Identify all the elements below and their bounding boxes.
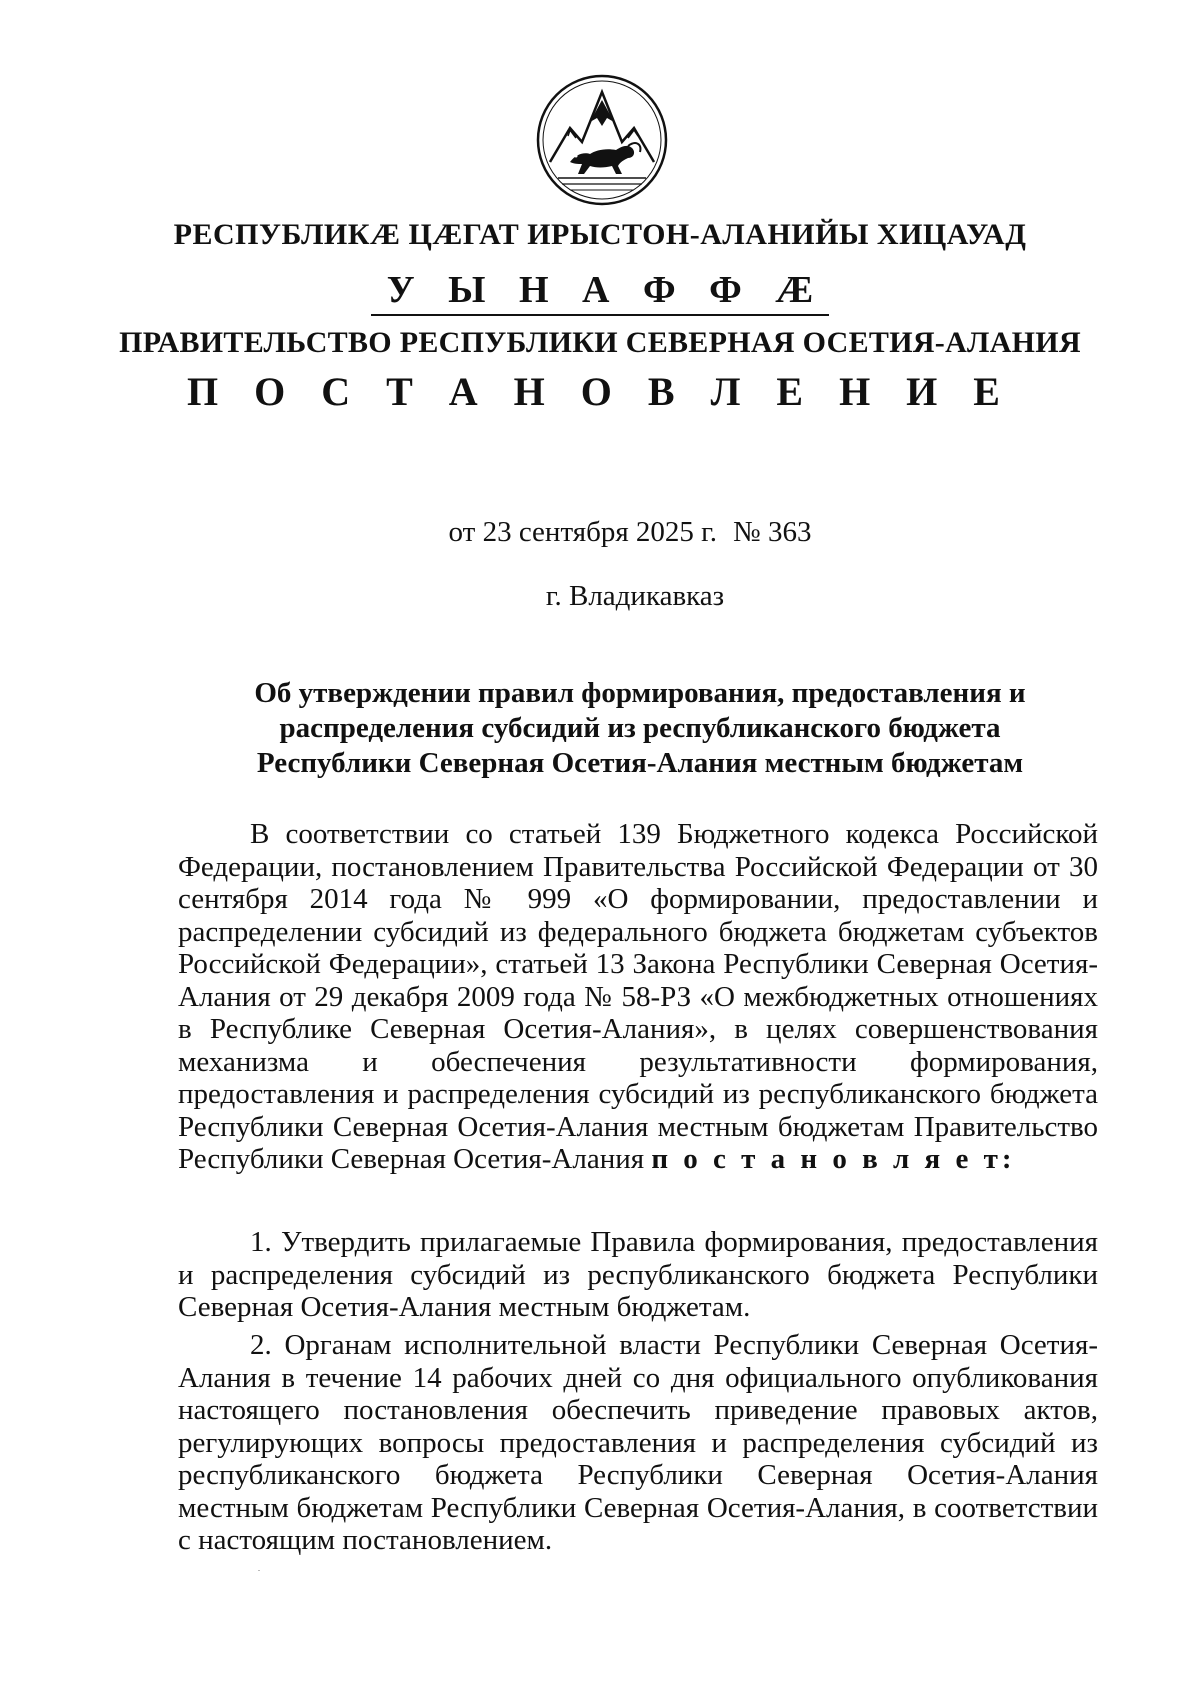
russian-document-type: П О С Т А Н О В Л Е Н И Е <box>187 369 1013 414</box>
coat-of-arms-icon <box>532 70 672 210</box>
scan-artifact <box>258 1570 260 1571</box>
russian-government-name: ПРАВИТЕЛЬСТВО РЕСПУБЛИКИ СЕВЕРНАЯ ОСЕТИЯ-АЛАНИЯ <box>119 326 1081 359</box>
document-title <box>200 676 1080 781</box>
item-2-text: 2. Органам исполнительной власти Республики Северная Осетия-Алания в течение 14 рабочих дней со дня официального опубликования настоящего постановления обеспечить приведение правовых актов, регулирующих вопросы предоставления и распределения субсидий из республиканского бюджета Республики Северная Осетия-Алания местным бюджетам Республики Северная Осетия-Алания, в соответствии с настоящим постановлением. <box>178 1329 1098 1556</box>
item-2-paragraph <box>178 1329 1098 1557</box>
title-line: Об утверждении правил формирования, предоставления и <box>254 677 1026 709</box>
ossetian-government-name: РЕСПУБЛИКӔ ЦӔГАТ ИРЫСТОН-АЛАНИЙЫ ХИЦАУАД <box>173 218 1027 251</box>
ossetian-document-type-text: У Ы Н А Ф Ф Ӕ <box>371 268 829 316</box>
item-1-text: 1. Утвердить прилагаемые Правила формирования, предоставления и распределения субсидий из республиканского бюджета Республики Северная Осетия-Алания местным бюджетам. <box>178 1226 1098 1323</box>
document-city: г. Владикавказ <box>545 580 725 612</box>
item-1-paragraph <box>178 1226 1098 1324</box>
title-line: распределения субсидий из республиканского бюджета <box>279 712 1001 744</box>
title-line: Республики Северная Осетия-Алания местным бюджетам <box>256 747 1024 779</box>
resolves-word: п о с т а н о в л я е т: <box>651 1143 1016 1175</box>
document-date: от 23 сентября 2025 г. <box>448 516 718 548</box>
document-date-number <box>0 516 1200 549</box>
preamble-text: В соответствии со статьей 139 Бюджетного кодекса Российской Федерации, постановлением Правительства Российской Федерации от 30 сентября 2014 года № 999 «О формировании, предоставлении и распределении субсидий из федерального бюджета бюджетам субъектов Российской Федерации», статьей 13 Закона Республики Северная Осетия-Алания от 29 декабря 2009 года № 58-РЗ «О межбюджетных отношениях в Республике Северная Осетия-Алания», в целях совершенствования механизма и обеспечения результативности формирования, предоставления и распределения субсидий из республиканского бюджета Республики Северная Осетия-Алания местным бюджетам Правительство Республики Северная Осетия-Алания <box>178 818 1098 1175</box>
document-number: № 363 <box>733 516 812 548</box>
preamble-paragraph <box>178 818 1098 1176</box>
ossetian-document-type <box>0 268 1200 316</box>
